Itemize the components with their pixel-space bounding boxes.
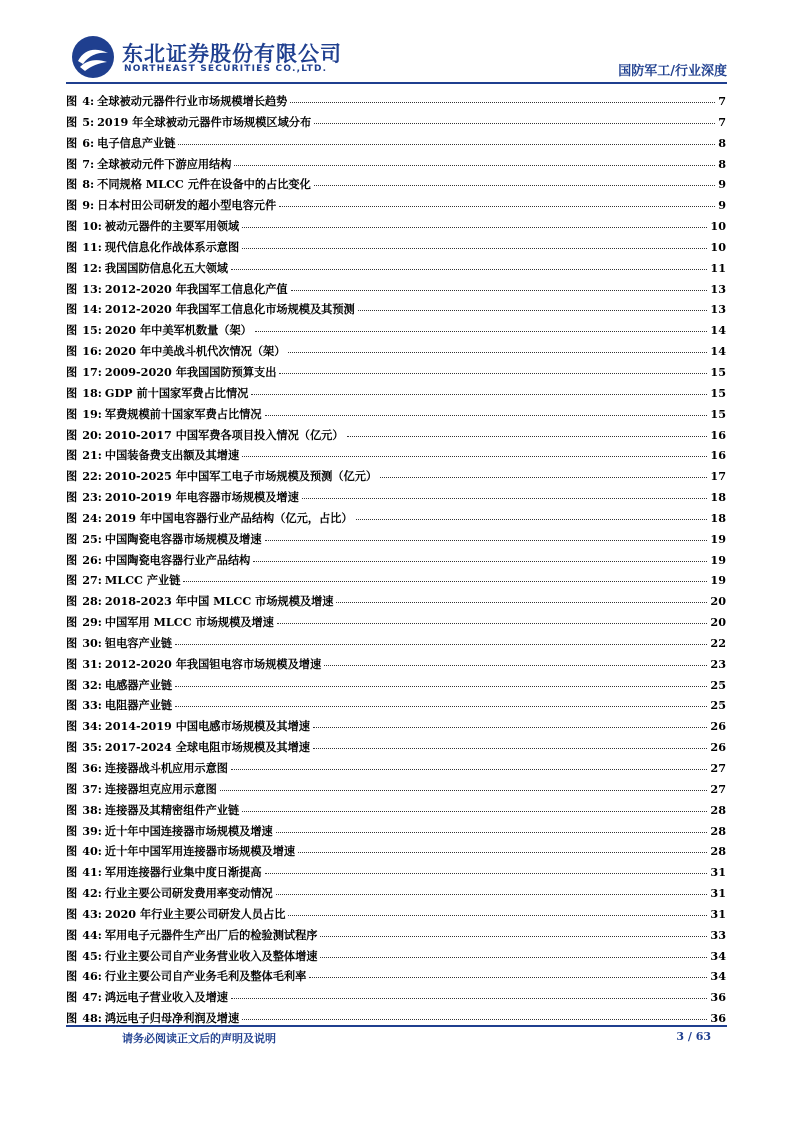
toc-entry-prefix: 图 [66,260,78,275]
toc-entry-number: 10: [82,219,102,234]
toc-entry-leader [253,561,707,562]
toc-entry[interactable] [66,406,726,427]
toc-entry-leader [276,894,708,895]
toc-entry-page: 10 [710,239,726,254]
toc-entry-leader [251,394,707,395]
toc-entry-title: 鸿远电子归母净利润及增速 [104,1011,240,1026]
toc-entry[interactable] [66,864,726,885]
toc-entry-number: 36: [82,761,102,775]
toc-entry-title: 2014-2019 中国电感市场规模及其增速 [104,719,310,734]
toc-entry-prefix: 图 [66,114,78,129]
toc-entry-leader [288,352,707,353]
toc-entry-prefix: 图 [66,364,78,379]
toc-entry[interactable] [66,552,726,573]
toc-entry-number: 9: [82,198,95,213]
toc-entry[interactable] [66,927,726,948]
toc-entry-page: 15 [710,385,726,400]
toc-entry-number: 5: [82,114,95,129]
toc-entry[interactable] [66,156,726,177]
toc-entry-prefix: 图 [66,802,78,817]
toc-entry-title: 中国陶瓷电容器行业产品结构 [104,552,251,567]
toc-entry-leader [178,144,715,145]
toc-entry-title: 电子信息产业链 [97,135,176,150]
toc-entry[interactable] [66,677,726,698]
toc-entry-title: 全球被动元件下游应用结构 [97,156,232,171]
toc-entry[interactable] [66,781,726,802]
toc-entry[interactable] [66,135,726,156]
toc-entry-leader [234,165,715,166]
toc-entry-title: 2012-2020 年我国军工信息化产值 [104,281,288,296]
toc-entry-leader [220,790,708,791]
toc-entry[interactable] [66,260,726,281]
toc-entry-title: 2020 年行业主要公司研发人员占比 [104,906,286,921]
toc-entry-page: 16 [710,427,726,442]
toc-entry[interactable] [66,385,726,406]
toc-entry-leader [175,706,707,707]
toc-entry-title: 连接器战斗机应用示意图 [104,761,228,775]
toc-entry-title: 鸿远电子营业收入及增速 [104,990,228,1005]
toc-entry[interactable] [66,614,726,635]
toc-entry-number: 6: [82,135,95,150]
toc-entry-leader [358,310,708,311]
toc-entry-prefix: 图 [66,823,78,838]
toc-entry-page: 18 [710,490,726,505]
toc-entry-prefix: 图 [66,969,78,984]
toc-entry-leader [313,748,707,749]
toc-entry-number: 29: [82,615,102,630]
toc-entry[interactable] [66,885,726,906]
toc-entry-leader [291,290,708,291]
toc-entry-title: 钽电容产业链 [104,635,173,650]
toc-entry-leader [314,123,715,124]
toc-entry-leader [231,269,707,270]
toc-entry-page: 25 [710,698,726,713]
toc-entry-title: 2010-2019 年电容器市场规模及增速 [104,490,299,505]
toc-entry-leader [298,852,707,853]
toc-entry-prefix: 图 [66,344,78,359]
toc-entry-page: 18 [710,510,726,525]
toc-entry-page: 20 [710,615,726,630]
toc-entry-leader [302,498,708,499]
toc-entry-page: 27 [710,761,726,775]
toc-entry-page: 9 [718,177,726,192]
toc-entry-leader [265,873,708,874]
toc-entry-title: GDP 前十国家军费占比情况 [104,385,249,400]
toc-entry-number: 47: [82,990,102,1005]
toc-entry-page: 27 [710,781,726,796]
toc-entry-title: 电感器产业链 [104,677,173,692]
toc-entry-title: 行业主要公司自产业务毛利及整体毛利率 [104,969,307,984]
toc-entry[interactable] [66,93,726,114]
toc-entry-title: 近十年中国军用连接器市场规模及增速 [104,844,296,859]
toc-entry[interactable] [66,447,726,468]
toc-entry-title: 连接器及其精密组件产业链 [104,802,240,817]
toc-entry[interactable] [66,823,726,844]
toc-entry-page: 14 [710,344,726,359]
toc-entry-title: 2010-2025 年中国军工电子市场规模及预测（亿元） [104,469,378,484]
toc-entry-page: 8 [718,156,726,171]
toc-entry-prefix: 图 [66,615,78,630]
toc-entry[interactable] [66,197,726,218]
toc-entry-title: 2019 年全球被动元器件市场规模区域分布 [97,114,312,129]
toc-entry-page: 26 [710,719,726,734]
toc-entry-number: 28: [82,594,102,609]
toc-entry[interactable] [66,968,726,989]
toc-entry-page: 7 [718,114,726,129]
toc-entry-leader [242,248,707,249]
toc-entry-page: 19 [710,552,726,567]
toc-entry-number: 14: [82,302,102,317]
toc-entry-title: MLCC 产业链 [104,573,181,588]
toc-entry-leader [231,769,707,770]
toc-entry-title: 中国军用 MLCC 市场规模及增速 [104,615,274,630]
toc-entry-number: 33: [82,698,102,713]
toc-entry-prefix: 图 [66,927,78,942]
toc-entry-title: 2017-2024 全球电阻市场规模及其增速 [104,740,310,755]
toc-entry[interactable] [66,697,726,718]
toc-entry-leader [356,519,708,520]
toc-entry[interactable] [66,281,726,302]
toc-entry-number: 26: [82,552,102,567]
toc-entry-leader [183,581,707,582]
company-logo-icon [70,34,116,80]
toc-entry[interactable] [66,739,726,760]
toc-entry[interactable] [66,760,726,781]
toc-entry-leader [242,227,707,228]
toc-entry-leader [279,206,715,207]
toc-entry-leader [320,957,707,958]
toc-entry-prefix: 图 [66,427,78,442]
toc-entry-prefix: 图 [66,302,78,317]
toc-entry-title: 2018-2023 年中国 MLCC 市场规模及增速 [104,594,334,609]
toc-entry-title: 军费规模前十国家军费占比情况 [104,406,262,421]
toc-entry-page: 14 [710,323,726,338]
toc-entry-title: 不同规格 MLCC 元件在设备中的占比变化 [97,177,311,192]
toc-entry-prefix: 图 [66,740,78,755]
toc-entry-title: 全球被动元器件行业市场规模增长趋势 [97,94,288,108]
toc-entry-prefix: 图 [66,886,78,901]
toc-entry-leader [288,915,707,916]
toc-entry[interactable] [66,531,726,552]
toc-entry-title: 行业主要公司研发费用率变动情况 [104,886,273,901]
toc-entry[interactable] [66,176,726,197]
toc-entry-page: 26 [710,740,726,755]
toc-entry-number: 19: [82,406,102,421]
toc-entry[interactable] [66,427,726,448]
toc-entry-page: 16 [710,448,726,463]
figure-index-list [66,93,726,1031]
toc-entry-title: 我国国防信息化五大领域 [104,260,228,275]
report-type-label: 国防军工/行业深度 [618,64,727,79]
toc-entry-leader [242,811,707,812]
toc-entry-page: 20 [710,594,726,609]
toc-entry-leader [279,373,707,374]
toc-entry-title: 2009-2020 年我国国防预算支出 [104,364,277,379]
header-divider [66,82,727,84]
toc-entry-title: 中国陶瓷电容器市场规模及增速 [104,531,262,546]
toc-entry-title: 2012-2020 年我国钽电容市场规模及增速 [104,656,322,671]
toc-entry-number: 23: [82,490,102,505]
toc-entry[interactable] [66,489,726,510]
toc-entry-page: 22 [710,635,726,650]
toc-entry-page: 8 [718,135,726,150]
toc-entry[interactable] [66,114,726,135]
disclaimer-note: 请务必阅读正文后的声明及说明 [122,1032,276,1045]
toc-entry-prefix: 图 [66,177,78,192]
toc-entry[interactable] [66,322,726,343]
toc-entry-number: 20: [82,427,102,442]
toc-entry-prefix: 图 [66,573,78,588]
toc-entry-number: 37: [82,781,102,796]
toc-entry-prefix: 图 [66,698,78,713]
toc-entry-page: 33 [710,927,726,942]
toc-entry-prefix: 图 [66,656,78,671]
toc-entry-prefix: 图 [66,198,78,213]
toc-entry-number: 24: [82,510,102,525]
toc-entry-prefix: 图 [66,635,78,650]
toc-entry[interactable] [66,802,726,823]
toc-entry-page: 19 [710,573,726,588]
toc-entry-page: 36 [710,990,726,1005]
toc-entry-number: 25: [82,531,102,546]
toc-entry-title: 连接器坦克应用示意图 [104,781,217,796]
toc-entry[interactable] [66,364,726,385]
toc-entry-prefix: 图 [66,761,78,775]
toc-entry-title: 2019 年中国电容器行业产品结构（亿元，占比） [104,510,353,525]
toc-entry-prefix: 图 [66,94,78,108]
toc-entry-number: 15: [82,323,102,338]
toc-entry-page: 11 [710,260,726,275]
toc-entry-leader [265,540,708,541]
toc-entry-leader [175,686,707,687]
toc-entry-title: 日本村田公司研发的超小型电容元件 [97,198,277,213]
toc-entry-prefix: 图 [66,906,78,921]
toc-entry-number: 17: [82,364,102,379]
toc-entry-page: 15 [710,364,726,379]
toc-entry-title: 2020 年中美战斗机代次情况（架） [104,344,286,359]
footer-divider [66,1025,727,1027]
toc-entry-title: 行业主要公司自产业务营业收入及整体增速 [104,948,318,963]
toc-entry-page: 34 [710,969,726,984]
toc-entry[interactable] [66,343,726,364]
toc-entry-number: 11: [82,239,102,254]
toc-entry-prefix: 图 [66,552,78,567]
toc-entry-number: 32: [82,677,102,692]
toc-entry-number: 43: [82,906,102,921]
toc-entry-leader [265,415,708,416]
toc-entry-number: 48: [82,1011,102,1026]
toc-entry-prefix: 图 [66,990,78,1005]
toc-entry-number: 8: [82,177,95,192]
toc-entry-number: 13: [82,281,102,296]
toc-entry-number: 27: [82,573,102,588]
toc-entry-leader [336,602,707,603]
toc-entry-number: 21: [82,448,102,463]
toc-entry-prefix: 图 [66,406,78,421]
toc-entry-title: 2020 年中美军机数量（架） [104,323,252,338]
toc-entry-prefix: 图 [66,323,78,338]
toc-entry-page: 13 [710,281,726,296]
toc-entry-page: 31 [710,865,726,880]
toc-entry[interactable] [66,1010,726,1031]
toc-entry-number: 4: [82,94,95,108]
toc-entry-number: 42: [82,886,102,901]
toc-entry-number: 41: [82,865,102,880]
toc-entry[interactable] [66,468,726,489]
toc-entry-prefix: 图 [66,781,78,796]
toc-entry-leader [231,998,707,999]
toc-entry-prefix: 图 [66,865,78,880]
page-header [0,0,793,90]
toc-entry-number: 16: [82,344,102,359]
toc-entry-title: 电阻器产业链 [104,698,173,713]
toc-entry-leader [347,436,708,437]
toc-entry-number: 31: [82,656,102,671]
toc-entry-page: 25 [710,677,726,692]
toc-entry-prefix: 图 [66,677,78,692]
toc-entry-title: 2010-2017 中国军费各项目投入情况（亿元） [104,427,344,442]
toc-entry-page: 23 [710,656,726,671]
toc-entry[interactable] [66,948,726,969]
toc-entry-title: 军用连接器行业集中度日渐提高 [104,865,262,880]
toc-entry-number: 30: [82,635,102,650]
toc-entry[interactable] [66,989,726,1010]
toc-entry[interactable] [66,572,726,593]
toc-entry-number: 40: [82,844,102,859]
toc-entry-page: 31 [710,906,726,921]
toc-entry-leader [242,456,707,457]
toc-entry-leader [242,1019,707,1020]
toc-entry-leader [175,644,707,645]
toc-entry[interactable] [66,843,726,864]
toc-entry-leader [324,665,707,666]
toc-entry-prefix: 图 [66,448,78,463]
toc-entry-prefix: 图 [66,531,78,546]
toc-entry-leader [277,623,708,624]
toc-entry[interactable] [66,718,726,739]
toc-entry-page: 19 [710,531,726,546]
toc-entry-leader [380,477,707,478]
toc-entry[interactable] [66,906,726,927]
toc-entry-number: 38: [82,802,102,817]
toc-entry-prefix: 图 [66,719,78,734]
toc-entry-page: 28 [710,844,726,859]
toc-entry-title: 近十年中国连接器市场规模及增速 [104,823,273,838]
toc-entry-page: 10 [710,219,726,234]
toc-entry[interactable] [66,593,726,614]
toc-entry-prefix: 图 [66,490,78,505]
toc-entry-number: 44: [82,927,102,942]
toc-entry-page: 31 [710,886,726,901]
toc-entry-title: 中国装备费支出额及其增速 [104,448,240,463]
toc-entry-page: 36 [710,1011,726,1026]
page-number: 3 / 63 [676,1030,711,1043]
toc-entry-leader [314,185,715,186]
toc-entry[interactable] [66,656,726,677]
toc-entry-prefix: 图 [66,948,78,963]
toc-entry-page: 13 [710,302,726,317]
toc-entry-number: 7: [82,156,95,171]
toc-entry[interactable] [66,239,726,260]
toc-entry-page: 28 [710,802,726,817]
toc-entry[interactable] [66,218,726,239]
toc-entry-title: 现代信息化作战体系示意图 [104,239,240,254]
toc-entry-leader [255,331,708,332]
toc-entry-prefix: 图 [66,135,78,150]
toc-entry-page: 28 [710,823,726,838]
toc-entry-leader [313,727,707,728]
toc-entry-number: 18: [82,385,102,400]
toc-entry-number: 35: [82,740,102,755]
toc-entry-number: 22: [82,469,102,484]
toc-entry-prefix: 图 [66,385,78,400]
company-name-cn: 东北证券股份有限公司 [122,42,342,66]
toc-entry-title: 军用电子元器件生产出厂后的检验测试程序 [104,927,318,942]
toc-entry-leader [320,936,707,937]
toc-entry-number: 46: [82,969,102,984]
toc-entry-number: 39: [82,823,102,838]
company-name-en: NORTHEAST SECURITIES CO.,LTD. [124,64,328,74]
toc-entry-leader [290,102,715,103]
toc-entry-leader [276,832,708,833]
toc-entry-page: 34 [710,948,726,963]
toc-entry-prefix: 图 [66,239,78,254]
toc-entry-page: 9 [718,198,726,213]
toc-entry-title: 被动元器件的主要军用领域 [104,219,240,234]
toc-entry-number: 34: [82,719,102,734]
toc-entry-prefix: 图 [66,844,78,859]
toc-entry[interactable] [66,301,726,322]
toc-entry-number: 45: [82,948,102,963]
toc-entry[interactable] [66,510,726,531]
toc-entry-prefix: 图 [66,594,78,609]
toc-entry-number: 12: [82,260,102,275]
toc-entry-page: 15 [710,406,726,421]
toc-entry-title: 2012-2020 年我国军工信息化市场规模及其预测 [104,302,355,317]
toc-entry-page: 7 [718,94,726,108]
toc-entry-prefix: 图 [66,281,78,296]
toc-entry-prefix: 图 [66,510,78,525]
toc-entry-page: 17 [710,469,726,484]
toc-entry-prefix: 图 [66,219,78,234]
toc-entry-prefix: 图 [66,469,78,484]
toc-entry-prefix: 图 [66,156,78,171]
toc-entry[interactable] [66,635,726,656]
toc-entry-prefix: 图 [66,1011,78,1026]
toc-entry-leader [309,977,707,978]
